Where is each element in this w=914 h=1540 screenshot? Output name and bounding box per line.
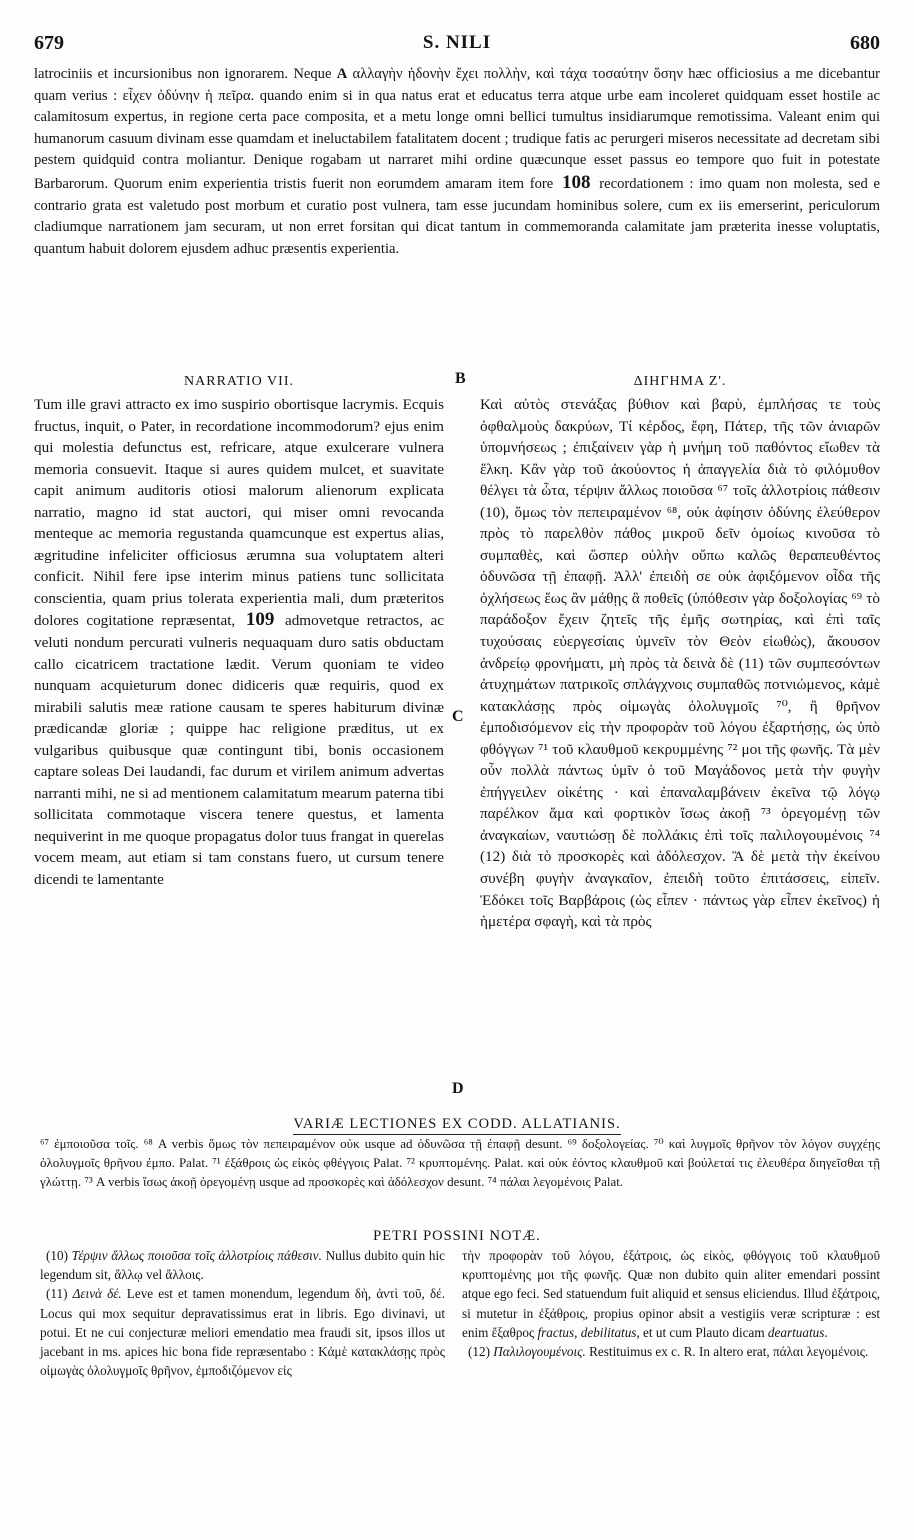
variae-lectiones-text: ⁶⁷ ἐμποιοῦσα τοῖς. ⁶⁸ A verbis ὅμως τὸν πεπειραμένον οὐκ usque ad ὀδυνῶσα τῇ ἐπαφῇ desunt. ⁶⁹ δοξολογείας. ⁷⁰ καὶ λυγμοῖς θρῆνον τὸν λόγον συγχέῃς ὀλολυγμοῖς θρῆνου ἐμπο. Palat. ⁷¹ ἐξάθροις ὡς εἰκὸς φθέγγοις Palat. ⁷² κρυπτομένης. Palat. καὶ οὐκ ἐόντος κλαυθμοῦ καὶ βούλεταί τις ἐλευθέρα διηγεῖσθαι τῇ γλώττῃ. ⁷³ A verbis ἴσως ἀκοῇ ὀρεγομένῃ usque ad προσκορὲς καὶ ἀδόλεσχον desunt. ⁷⁴ πάλαι λεγομένοις Palat. [40, 1136, 880, 1189]
note-12-lemma: Παλιλογουμένοις. [493, 1344, 586, 1360]
intro-text-part3: recordationem : imo quam non molesta, sed e contrario grata est valetudo post morbum et curatio post vulnera, tam esse jucundam hominibus solere, cum ex iis emerserint, periculorum cladiumque narrationem jam securam, ut non erret forsitan qui dicat tantum in commemoranda calamitate jam præterita inesse voluptatis, quantum habuit dolorem ejusdem adhuc præsentis experientia. [34, 175, 880, 257]
notes-right-column [462, 1246, 880, 1361]
note-11-cont-part3: , et ut cum Plauto dicam [636, 1324, 768, 1340]
note-10-lemma: Τέρψιν ἄλλως ποιοῦσα τοῖς ἀλλοτρίοις πάθεσιν. [71, 1248, 322, 1263]
note-12-ref: (12) [468, 1344, 490, 1360]
column-number-108: 108 [562, 171, 591, 193]
note-11-cont-part1: τὴν προφορὰν τοῦ λόγου, ἐξάτροις, ὡς εἰκὸς, φθόγγοις τοῦ κλαυθμοῦ κρυπτομένης μοι τῆς φωνῆς. Quæ non dubito quin aliter emendari possint atque ego feci. Sed statuendum fuit aliquid et sensus eliciendus. Illud ἐξάτροις, si mutetur in ἐξάθροις, propius opinor absit a vestigiis veræ scripturæ : est enim ἔξαθρος [462, 1248, 880, 1340]
section-marker-b: B [455, 370, 466, 387]
note-11-ref: (11) [46, 1286, 68, 1302]
intro-text-part1: latrociniis et incursionibus non ignorarem. Neque [34, 66, 337, 82]
running-title: S. NILI [422, 32, 492, 53]
page-header [34, 32, 880, 58]
page-number-right: 680 [850, 32, 880, 54]
page-number-left: 679 [34, 32, 64, 54]
latin-narratio-heading: NARRATIO VII. [184, 374, 294, 389]
latin-column [34, 372, 444, 891]
note-11-cont-em3: deartuatus [767, 1324, 825, 1340]
variae-lectiones-title-text: VARIÆ LECTIONES EX CODD. ALLATIANIS. [293, 1116, 620, 1135]
greek-column [480, 372, 880, 933]
note-11-cont-em1: fractus [537, 1324, 575, 1340]
greek-narratio-heading: ΔΙΗΓΗΜΑ Ζ'. [633, 374, 727, 389]
greek-narratio-text: Καὶ αὐτὸς στενάξας βύθιον καὶ βαρὺ, ἐμπλήσας τε τοὺς ὀφθαλμοὺς δακρύων, Τί κέρδος, ἔφη, Πάτερ, τῆς τῶν ἀνιαρῶν ὑπομνήσεως ; ἐπιξαίνειν γὰρ ἡ μνήμη τοῦ παθόντος εἴωθεν τὰ ἕλκη. Κἂν γὰρ τοῦ ἀκούοντος ἡ ἀπαγγελία διὰ τὸ φιλόμυθον θέλγει τὰ ὦτα, τέρψιν ἄλλως ποιοῦσα ⁶⁷ τοῖς ἀλλοτρίοις πάθεσιν (10), ὅμως τὸν πεπειραμένον ⁶⁸, οὐκ ἀφίησιν ὀδύνης ἐλεύθερον πρὸς τὸ παρελθὸν πάθος μικροῦ δεῖν ὁμοίως κινοῦσα τὸ συμπαθὲς, καὶ ὥσπερ οὐλὴν οὔπω καλῶς θεραπευθέντος ὀδυνῶσα τῇ ἐπαφῇ. Ἀλλ' ἐπειδὴ σε οὐκ ἀφιξόμενον οἶδα τῆς ὀχλήσεως ἕως ἂν μάθῃς ἃ ποθεῖς (ὑπόθεσιν γὰρ δοξολογίας ⁶⁹ τὸ παράδοξον ἔχειν ζητεῖς τῆς ἐμῆς σωτηρίας, καὶ ἐπὶ ταῖς τυχούσαις εὐεργεσίαις ὑμνεῖν τὸν Θεὸν εἰωθὼς), ἄκουσον ἀνδρείῳ φρονήματι, μὴ πρὸς τὰ δεινὰ δὲ (11) τῶν συμπεσόντων ἀτυχημάτων πατρικοῖς σπλάγχνοις συμπαθῶς ποτνιώμενος, κἀμὲ κατακλάσῃς πρὸς οἰμωγὰς ὀλολυγμοῖς ⁷⁰, ἢ θρῆνον ἐμποδισόμενον εἰς τὴν προφορὰν τοῦ λόγου ἐξαρτήσῃς, ὡς ὑπὸ φθόγγων ⁷¹ τοῦ κλαυθμοῦ κεκρυμμένης ⁷² μοι τῆς φωνῆς. Τὰ μὲν οὖν πολλὰ πάντως ὑμῖν ὁ τοῦ Μαγάδονος μετὰ τὴν φυγὴν ἐπήγγειλεν οἰκέτης · καὶ ἐπαναλαμβάνειν ἐκεῖνα τῷ λόγῳ παρέλκον ἅμα καὶ φορτικὸν ἴσως ἀκοῇ ⁷³ ὀρεγομένῃ τῶν ἀναγκαίων, ναυτιώσῃ δὲ πολλάκις ἐπὶ τοῖς παλιλογουμένοις ⁷⁴ (12) διὰ τὸ προσκορὲς καὶ ἀδόλεσχον. Ἃ δὲ μετὰ τὴν ἐκείνου συνέβη φυγὴν ἀναγκαῖον, ἐπειδὴ τοῦτο ἐπιτάσσεις, εἰπεῖν. Ἐδόκει τοῖς Βαρβάροις (ὡς εἶπεν · πάντως γὰρ εἶπεν ἐκεῖνος) ἡ ἡμετέρα σφαγὴ, καὶ τὰ πρὸς [480, 396, 880, 931]
note-11-cont-part4: . [824, 1324, 828, 1340]
latin-text-part1: Tum ille gravi attracto ex imo suspirio obortisque lacrymis. Ecquis fructus, inquit, o Pater, in recordatione incommodorum? ejus enim qui molestia defunctus est, refricare, atque exulcerare vulnera memoria consuevit. Itaque si aures quidem mulcet, et suavitate capit animum auditoris otiosi malorum alienorum explicata narratio, magno id stat auctori, qui miser omni revocanda menteque ac memoria regustanda quamcunque est expertus alias, ægritudine infeliciter officiosus ærumna sua voluptatem alteri conficit. Nihil fere ipse interim minus patiens tunc sollicitata conscientia, quam prius tolerata experientia mali, dum præteritos dolores cogitatione repræsentat, [34, 396, 444, 630]
note-10-ref: (10) [46, 1248, 68, 1263]
note-11-cont-part2: , [574, 1324, 581, 1340]
latin-text-part2: admovetque retractos, ac veluti nondum percurati vulneris nequaquam duro satis obductam callo cicatricem tractatione lædit. Verum quoniam te video nunquam acquieturum donec didiceris quæ requiris, quod ex mirabili salutis meæ ratione causam te speres habiturum divinæ prædicandæ gloriæ ; quippe hac religione præditus, ut ex vulgaribus quibusque quæ contingunt tibi, bonis occasionem captare soleas Dei laudandi, fac durum et virilem animum advertas narranti mihi, ne si ad mentionem calamitatum mearum paterna tibi sollicitata commotaque viscera tenere questus, et lamenta nequiverint in me quoque propagatus dolor tuus frangat in querelas vocem meam, aut etiam si tam constans fuero, ut cursum tenere dicendi te lamentante [34, 612, 444, 889]
note-12-text: Restituimus ex c. R. In altero erat, πάλαι λεγομένοις. [585, 1344, 869, 1360]
intro-text-part2: αλλαγὴν ἡδονὴν ἔχει πολλὴν, καὶ τάχα τοσαύτην ὅσην hæc officiosius a me dicebantur quam verius : εἶχεν ὀδύνην ἡ πεῖρα. quando enim si in qua natus erat et educatus terra atque urbe eam incoleret quidquam esset hostile ac calamitosum expertus, in regione certa pace composita, et a metu longe omni bellici tumultus insidiarumque remotissima. Valeant enim qui humanorum casuum divinam esse quamdam et ineluctabilem fatalitatem docent ; trudique fatis ac perurgeri miseros necessitate ad decretam sibi pestem quidquid contra moliantur. Denique rogabam ut narraret mihi ordine quæcunque esset passus eo tempore quo fuit in potestate Barbarorum. Quorum enim experientia tristis fuerit non eorumdem amaram item fore [34, 66, 880, 192]
section-marker-d: D [452, 1080, 464, 1097]
section-marker-c: C [452, 708, 464, 725]
note-10 [40, 1246, 445, 1284]
section-marker-a: A [336, 66, 348, 82]
note-11-text: Leve est et tamen monendum, legendum δὴ, ἀντὶ τοῦ, δέ. Locus qui mox sequitur depravatissimus erat in libris. Ego divinavi, ut potui. Et ne cui conjecturæ meliori emendatio mea fraudi sit, ipsos illos ut jacebant in ms. apices hic bona fide repræsentabo : Κἀμὲ κατακλάσῃς πρὸς οἰμωγὰς ὀλολυγμοῖς θρῆνον, ἐμποδιζόμενον εἰς [40, 1286, 446, 1379]
note-12 [462, 1342, 880, 1361]
note-11-cont-em2: debilitatus [580, 1324, 637, 1340]
note-11 [40, 1284, 445, 1380]
note-11-continued [462, 1246, 880, 1342]
notes-title: PETRI POSSINI NOTÆ. [373, 1228, 541, 1244]
note-10-text: Nullus dubito quin hic legendum sit, ἄλλῳ vel ἄλλοις. [40, 1248, 445, 1283]
column-number-109: 109 [245, 609, 275, 631]
intro-text [34, 64, 880, 260]
note-11-lemma: Δεινὰ δέ. [72, 1286, 122, 1302]
intro-paragraph [34, 64, 880, 260]
variae-lectiones-title [34, 1116, 880, 1135]
notes-left-column [40, 1246, 445, 1380]
latin-narratio-text [34, 394, 444, 891]
